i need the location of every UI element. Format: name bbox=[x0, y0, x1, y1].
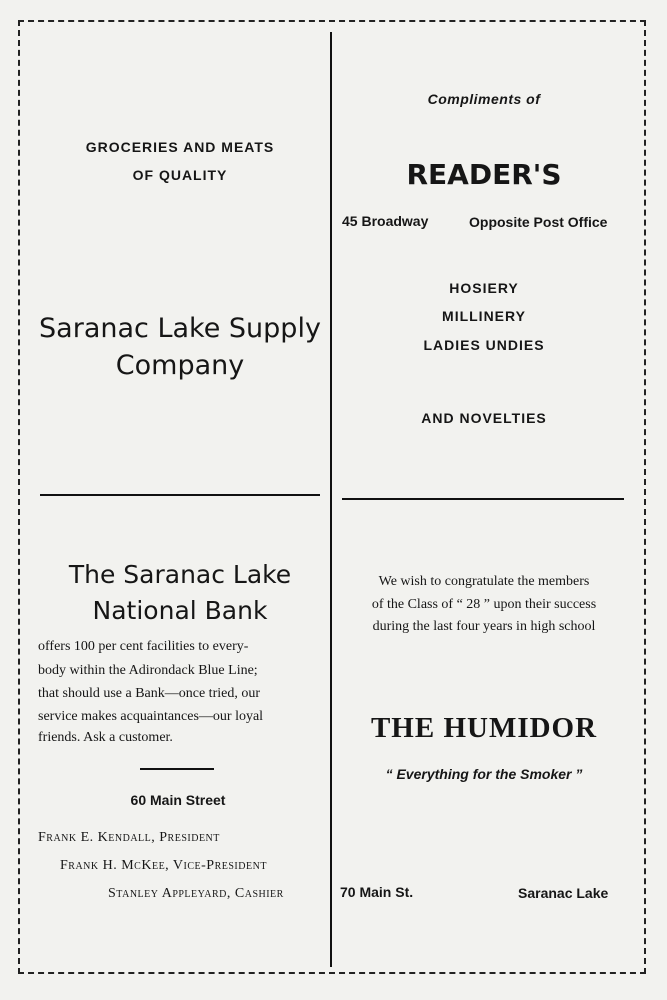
readers-location: Opposite Post Office bbox=[469, 214, 608, 230]
bank-officer-vice-president: Frank H. McKee, Vice-President bbox=[60, 858, 267, 873]
supply-tagline-line2: OF QUALITY bbox=[132, 167, 228, 183]
column-divider bbox=[330, 32, 332, 967]
readers-item-millinery: MILLINERY bbox=[442, 308, 526, 324]
bank-officer-cashier: Stanley Appleyard, Cashier bbox=[108, 886, 284, 901]
supply-name-line2: Company bbox=[115, 350, 245, 381]
humidor-slogan: “ Everything for the Smoker ” bbox=[385, 766, 583, 782]
readers-item-hosiery: HOSIERY bbox=[449, 280, 519, 296]
humidor-address: 70 Main St. bbox=[340, 884, 414, 900]
bank-officer-president: Frank E. Kendall, President bbox=[38, 830, 220, 845]
bank-name-line1: The Saranac Lake bbox=[68, 560, 292, 589]
humidor-congrats-line: during the last four years in high school bbox=[372, 619, 596, 634]
readers-name: READER'S bbox=[406, 158, 562, 191]
humidor-congrats-line: of the Class of “ 28 ” upon their success bbox=[371, 597, 597, 612]
readers-novelties: AND NOVELTIES bbox=[421, 410, 547, 426]
bank-short-rule bbox=[140, 768, 214, 770]
bank-body-line: offers 100 per cent facilities to every- bbox=[38, 639, 249, 654]
bank-body-line: friends. Ask a customer. bbox=[38, 730, 173, 745]
right-section-divider bbox=[342, 498, 624, 500]
bank-name-line2: National Bank bbox=[92, 596, 268, 625]
humidor-town: Saranac Lake bbox=[518, 885, 609, 901]
bank-body-line: that should use a Bank—once tried, our bbox=[38, 686, 261, 701]
bank-address: 60 Main Street bbox=[130, 792, 226, 808]
bank-body-line: service makes acquaintances—our loyal bbox=[38, 709, 264, 724]
left-section-divider bbox=[40, 494, 320, 496]
readers-item-undies: LADIES UNDIES bbox=[423, 337, 545, 353]
supply-name-line1: Saranac Lake Supply bbox=[39, 313, 321, 344]
readers-compliments: Compliments of bbox=[427, 91, 541, 107]
humidor-name: THE HUMIDOR bbox=[370, 712, 598, 744]
readers-address: 45 Broadway bbox=[342, 213, 429, 229]
supply-tagline-line1: GROCERIES AND MEATS bbox=[85, 139, 275, 155]
bank-body-line: body within the Adirondack Blue Line; bbox=[38, 663, 258, 678]
humidor-congrats-line: We wish to congratulate the members bbox=[378, 574, 590, 589]
